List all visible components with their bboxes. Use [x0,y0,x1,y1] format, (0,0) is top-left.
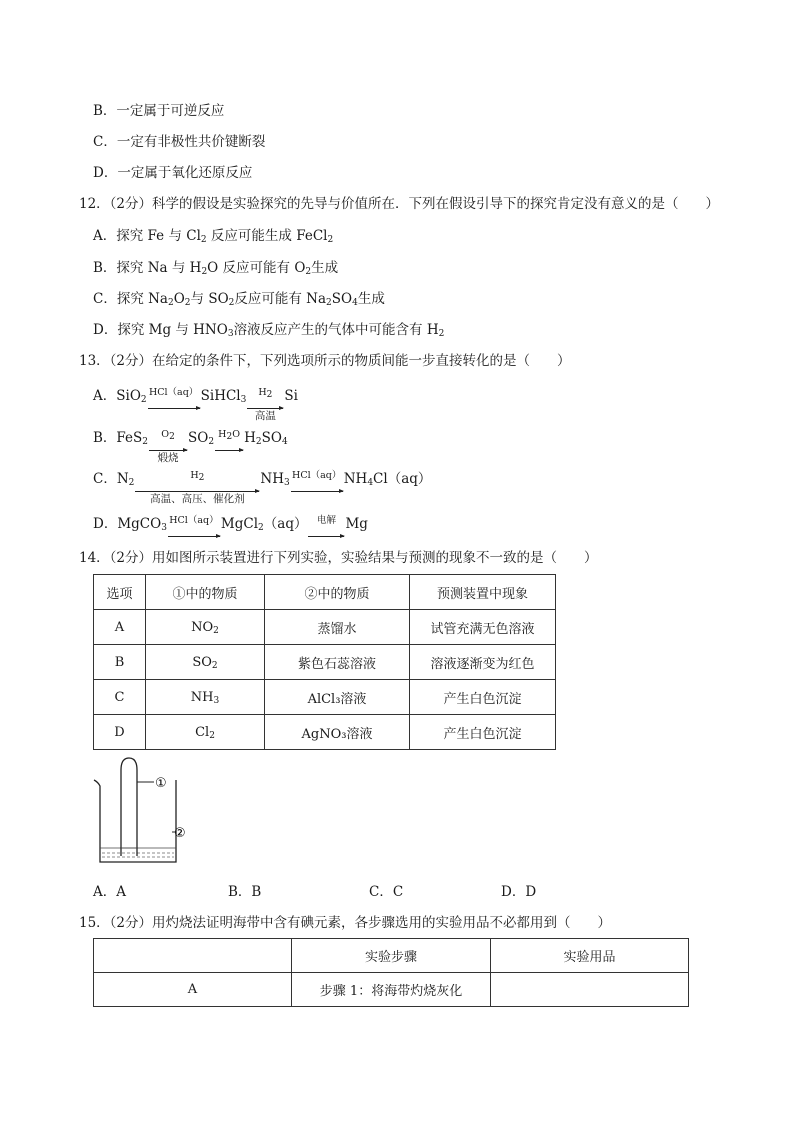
arrow-condition: 高温 [254,410,276,422]
subscript: 2 [226,432,233,442]
reaction-arrow [148,387,200,400]
reaction-arrow [308,515,344,528]
text: B．FeS [93,430,143,446]
text: 溶液反应产生的气体中可能含有 H [233,322,439,338]
subscript: 2 [200,235,207,245]
subscript: 4 [352,298,358,308]
subscript: 2 [327,235,334,245]
option-cell: D [94,715,146,750]
subscript: 2 [228,298,235,308]
arrow-label [215,430,243,440]
subscript: 3 [213,695,220,706]
q14-table [93,574,556,750]
text: O [173,291,185,307]
reaction-arrow [291,470,343,483]
subscript: 2 [305,267,312,277]
q13-option-d [93,515,368,533]
table-row [94,973,689,1007]
subscript: 2 [184,298,191,308]
q12-option-c [93,290,385,308]
text: Mg [345,516,368,532]
arrow-line [148,408,200,409]
header-cell: ①中的物质 [146,575,265,610]
text: Cl（aq） [373,471,432,487]
text: SiHCl [200,388,241,404]
q15-stem: 15．（2分）用灼烧法证明海带中含有碘元素，各步骤选用的实验用品不必都用到（ ） [79,915,612,931]
text: H [258,387,267,398]
label-1: ① [155,776,167,791]
text: 生成 [357,291,385,307]
reaction-arrow [215,429,243,442]
q14-answer-c: C．C [369,884,404,900]
text: C．N [93,471,129,487]
arrow-line [149,450,187,451]
q15-table [93,938,689,1007]
text: （aq） [263,516,308,532]
subscript: 4 [281,437,288,447]
text: A．探究 Fe 与 Cl [93,228,201,244]
subscript: 3 [240,395,247,405]
q14-stem: 14．（2分）用如图所示装置进行下列实验，实验结果与预测的现象不一致的是（ ） [79,550,598,566]
arrow-label: HCl（aq） [169,515,219,526]
step-cell: 步骤 1：将海带灼烧灰化 [292,973,491,1007]
q11-option-d: D．一定属于氧化还原反应 [93,165,253,181]
reaction-arrow [149,429,187,464]
observation-cell: 试管充满无色溶液 [410,610,556,645]
arrow-line [308,536,344,537]
substance1-cell [146,645,265,680]
text: NO [191,619,214,635]
subscript: 2 [140,395,147,405]
text: SO [188,430,209,446]
subscript: 2 [128,478,135,488]
items-cell [491,973,689,1007]
arrow-line [168,536,220,537]
subscript: 2 [142,437,149,447]
text: 反应可能生成 FeCl [206,228,328,244]
header-cell: 预测装置中现象 [410,575,556,610]
arrow-label [135,471,259,481]
option-cell: B [94,645,146,680]
text: 与 SO [190,291,229,307]
test-tube-outline [121,758,137,856]
observation-cell: 产生白色沉淀 [410,680,556,715]
q12-option-d [93,321,444,339]
subscript: 2 [208,437,215,447]
option-cell: A [94,610,146,645]
substance1-cell [146,680,265,715]
subscript: 2 [438,329,445,339]
option-cell: C [94,680,146,715]
q13-stem: 13．（2分）在给定的条件下，下列选项所示的物质间能一步直接转化的是（ ） [79,353,571,369]
text: H [218,429,227,440]
header-cell: ②中的物质 [265,575,410,610]
subscript: 2 [258,523,264,533]
text: SO [192,654,212,670]
q11-option-c: C．一定有非极性共价键断裂 [93,134,266,150]
text: O [161,429,170,440]
text: SO [331,291,353,307]
table-header-row [94,575,556,610]
subscript: 2 [213,625,219,636]
arrow-label [149,430,187,440]
text: O 反应可能有 O [207,260,306,276]
text: D．探究 Mg 与 HNO [93,322,228,338]
q13-option-c [93,470,432,505]
substance2-cell: 蒸馏水 [265,610,410,645]
subscript: 4 [367,478,374,488]
text: 生成 [311,260,339,276]
text: D．MgCO [93,516,162,532]
reaction-arrow [135,470,259,505]
text: SO [261,430,282,446]
arrow-line [247,408,283,409]
subscript: 2 [167,298,174,308]
text: C．探究 Na [93,291,168,307]
header-cell: 实验用品 [491,939,689,973]
text: MgCl [220,516,259,532]
substance1-cell [146,610,265,645]
arrow-label: HCl（aq） [148,387,199,398]
q12-option-a [93,227,333,245]
text: B．探究 Na 与 H [93,260,202,276]
text: H [244,430,256,446]
subscript: 2 [255,437,262,447]
q13-option-a [93,387,298,422]
substance2-cell: AlCl₃溶液 [265,680,410,715]
subscript: 2 [326,298,332,308]
text: H [190,470,199,481]
arrow-label [247,388,283,398]
table-header-row [94,939,689,973]
arrow-label: 电解 [316,515,336,526]
subscript: 3 [283,478,290,488]
observation-cell: 溶液逐渐变为红色 [410,645,556,680]
subscript: 2 [211,660,218,671]
q12-stem: 12．（2分）科学的假设是实验探究的先导与价值所在．下列在假设引导下的探究肯定没有意义的是（ ） [79,196,720,212]
arrow-line [291,491,343,492]
subscript: 3 [227,329,234,339]
observation-cell: 产生白色沉淀 [410,715,556,750]
table-row [94,680,556,715]
text: Si [284,388,298,404]
subscript: 2 [209,730,215,741]
q14-answer-b: B．B [228,884,262,900]
arrow-condition: 高温、高压、催化剂 [150,493,245,505]
subscript: 2 [198,473,205,483]
arrow-label: HCl（aq） [292,470,342,481]
substance1-cell [146,715,265,750]
text: 反应可能有 Na [234,291,327,307]
subscript: 2 [201,267,208,277]
table-row [94,610,556,645]
substance2-cell: 紫色石蕊溶液 [265,645,410,680]
substance2-cell: AgNO₃溶液 [265,715,410,750]
text: NH [190,689,214,705]
reaction-arrow [247,387,283,422]
subscript: 2 [266,390,273,400]
arrow-line [135,491,259,492]
text: O [232,429,240,440]
arrow-line [215,450,243,451]
text: A．SiO [93,388,141,404]
q12-option-b [93,259,338,277]
table-row [94,715,556,750]
header-cell: 实验步骤 [292,939,491,973]
subscript: 2 [169,432,175,442]
reaction-arrow [168,515,220,528]
label-2: ② [174,826,186,841]
subscript: 3 [161,523,167,533]
header-cell: 选项 [94,575,146,610]
q13-option-b [93,429,288,464]
beaker-outline [94,780,176,862]
apparatus-figure [88,756,198,868]
text: NH [343,471,368,487]
header-cell [94,939,292,973]
text: Cl [195,724,210,740]
q11-option-b: B．一定属于可逆反应 [93,103,225,119]
text: NH [260,471,284,487]
arrow-condition: 煅烧 [157,452,179,464]
q14-answer-a: A．A [93,884,126,900]
table-row [94,645,556,680]
q14-answer-d: D．D [501,884,537,900]
option-cell: A [94,973,292,1007]
